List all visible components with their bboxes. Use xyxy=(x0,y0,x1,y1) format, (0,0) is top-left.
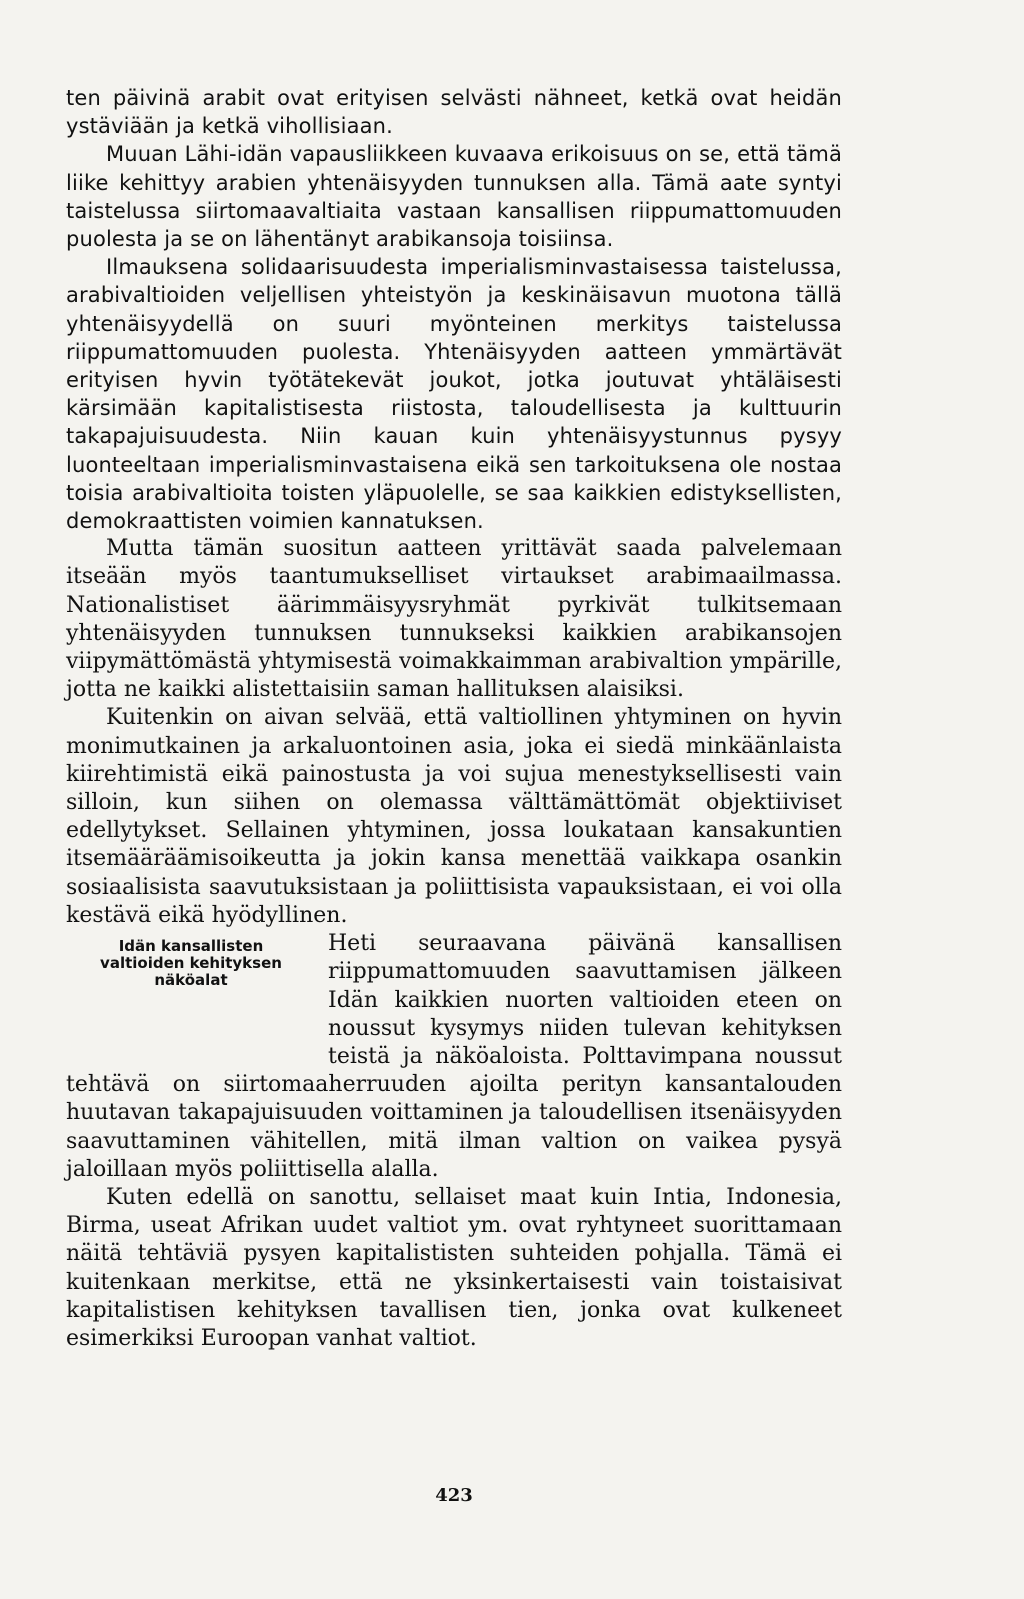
section-paragraph-1: Heti seuraavana päivänä kansallisen riippumattomuuden saavuttamisen jälkeen Idän kaikkien nuorten valtioiden eteen on noussut kysymys niiden tulevan kehityksen teistä ja näköaloista. Polttavimpana noussut tehtävä on siirtomaaherruuden ajoilta perityn kansantalouden huutavan takapajuisuuden voittaminen ja taloudellisen itsenäisyyden saavuttaminen vähitellen, mitä ilman valtion on vaikea pysyä jaloillaan myös poliittisella alalla. xyxy=(66,931,842,1182)
side-heading-line-1: Idän kansallisten xyxy=(118,937,264,956)
paragraph-2: Muuan Lähi-idän vapausliikkeen kuvaava erikoisuus on se, että tämä liike kehittyy arabien yhtenäisyyden tunnuksen alla. Tämä aate syntyi taistelussa siirtomaavaltiaita vastaan kansallisen riippumattomuuden puolesta ja se on lähentänyt arabikansoja toisiinsa. xyxy=(66,142,842,252)
paragraph-1: ten päivinä arabit ovat erityisen selvästi nähneet, ketkä ovat heidän ystäviään ja ketkä vihollisiaan. xyxy=(66,86,842,139)
page-number: 423 xyxy=(435,1485,473,1506)
section-block xyxy=(66,930,842,1353)
paragraph-4: Mutta tämän suositun aatteen yrittävät saada palvelemaan itseään myös taantumukselliset virtaukset arabimaailmassa. Nationalistiset äärimmäisyysryhmät pyrkivät tulkitsemaan yhtenäisyyden tunnuksen tunnukseksi kaikkien arabikansojen viipymättömästä yhtymisestä voimakkaimman arabivaltion ympärille, jotta ne kaikki alistettaisiin saman hallituksen alaisiksi. xyxy=(66,536,842,703)
paragraph-5: Kuitenkin on aivan selvää, että valtiollinen yhtyminen on hyvin monimutkainen ja arkaluontoinen asia, joka ei siedä minkäänlaista kiirehtimistä eikä painostusta ja voi sujua menestyksellisesti vain silloin, kun siihen on olemassa välttämättömät objektiiviset edellytykset. Sellainen yhtyminen, jossa loukataan kansakuntien itsemääräämisoikeutta ja jokin kansa menettää vaikkapa osankin sosiaalisista saavutuksistaan ja poliittisista vapauksistaan, ei voi olla kestävä eikä hyödyllinen. xyxy=(66,705,842,928)
paragraph-3: Ilmauksena solidaarisuudesta imperialisminvastaisessa taistelussa, arabivaltioiden veljellisen yhteistyön ja keskinäisavun muotona tällä yhtenäisyydellä on suuri myönteinen merkitys taistelussa riippumattomuuden puolesta. Yhtenäisyyden aatteen ymmärtävät erityisen hyvin työtätekevät joukot, jotka joutuvat yhtäläisesti kärsimään kapitalistisesta riistosta, taloudellisesta ja kulttuurin takapajuisuudesta. Niin kauan kuin yhtenäisyystunnus pysyy luonteeltaan imperialisminvastaisena eikä sen tarkoituksena ole nostaa toisia arabivaltioita toisten yläpuolelle, se saa kaikkien edistyksellisten, demokraattisten voimien kannatuksen. xyxy=(66,255,842,534)
side-heading-line-3: näköalat xyxy=(154,971,228,990)
side-heading-line-2: valtioiden kehityksen xyxy=(100,954,282,973)
section-paragraph-2: Kuten edellä on sanottu, sellaiset maat kuin Intia, Indonesia, Birma, useat Afrikan uudet valtiot ym. ovat ryhtyneet suorittamaan näitä tehtäviä pysyen kapitalististen suhteiden pohjalla. Tämä ei kuitenkaan merkitse, että ne yksinkertaisesti vain toistaisivat kapitalistisen kehityksen tavallisen tien, jonka ovat kulkeneet esimerkiksi Euroopan vanhat valtiot. xyxy=(66,1184,842,1351)
document-page xyxy=(66,84,842,1506)
side-heading xyxy=(66,938,316,1044)
